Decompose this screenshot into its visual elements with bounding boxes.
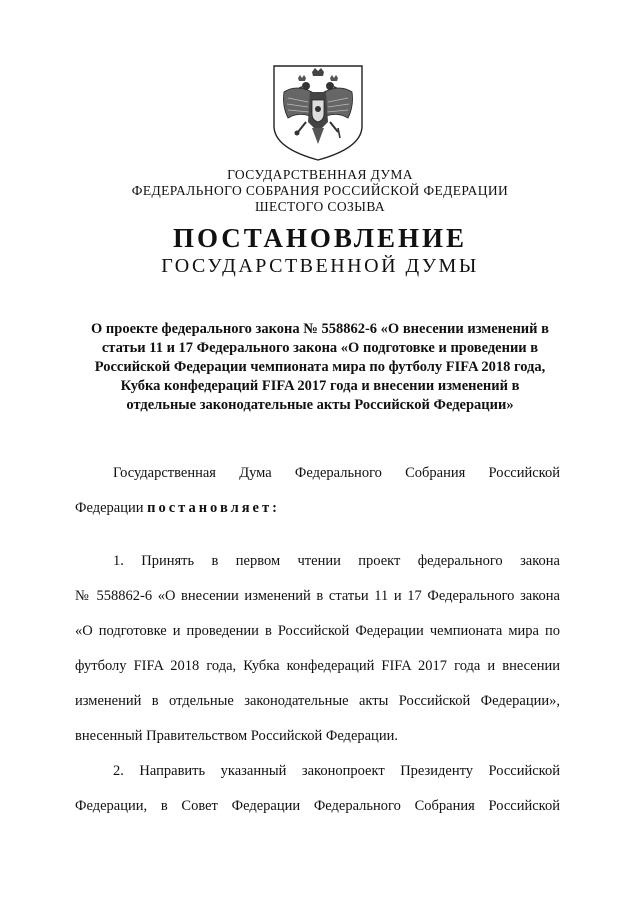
subject-line: О проекте федерального закона № 558862-6 «О внесении изменений в (91, 321, 549, 337)
subject-line: Кубка конфедераций FIFA 2017 года и внесении изменений в (120, 378, 520, 394)
intro-line-1: Государственная Дума Федерального Собрания Российской (113, 465, 560, 481)
paragraph-2-line: 2. Направить указанный законопроект Президенту Российской (113, 763, 560, 779)
russian-coat-of-arms-icon (268, 62, 368, 164)
paragraph-1-line: внесенный Правительством Российской Федерации. (75, 728, 398, 744)
subject-line: отдельные законодательные акты Российской Федерации» (126, 397, 514, 413)
header-line-1: ГОСУДАРСТВЕННАЯ ДУМА (227, 167, 413, 182)
subject-line: Российской Федерации чемпионата мира по футболу FIFA 2018 года, (94, 359, 546, 375)
paragraph-1-line: «О подготовке и проведении в Российской Федерации чемпионата мира по (75, 623, 560, 639)
document-title: ПОСТАНОВЛЕНИЕ (172, 223, 468, 253)
header-line-2: ФЕДЕРАЛЬНОГО СОБРАНИЯ РОССИЙСКОЙ ФЕДЕРАЦИИ (131, 183, 509, 198)
intro-verb: постановляет: (147, 500, 280, 516)
subject-line: статьи 11 и 17 Федерального закона «О подготовке и проведении в (101, 340, 539, 356)
intro-start: Федерации (75, 500, 148, 516)
paragraph-1-line: № 558862-6 «О внесении изменений в статьи 11 и 17 Федерального закона (75, 588, 560, 604)
document-subject (70, 320, 570, 415)
header-line-3: ШЕСТОГО СОЗЫВА (254, 199, 386, 214)
paragraph-1-line: изменений в отдельные законодательные акты Российской Федерации», (75, 693, 560, 709)
paragraph-2-line: Федерации, в Совет Федерации Федерального Собрания Российской (75, 798, 560, 814)
document-subtitle: ГОСУДАРСТВЕННОЙ ДУМЫ (161, 255, 479, 277)
intro-line-2 (75, 499, 560, 517)
paragraph-1-line: 1. Принять в первом чтении проект федерального закона (113, 553, 560, 569)
paragraph-1-line: футболу FIFA 2018 года, Кубка конфедераций FIFA 2017 года и внесении (75, 658, 560, 674)
